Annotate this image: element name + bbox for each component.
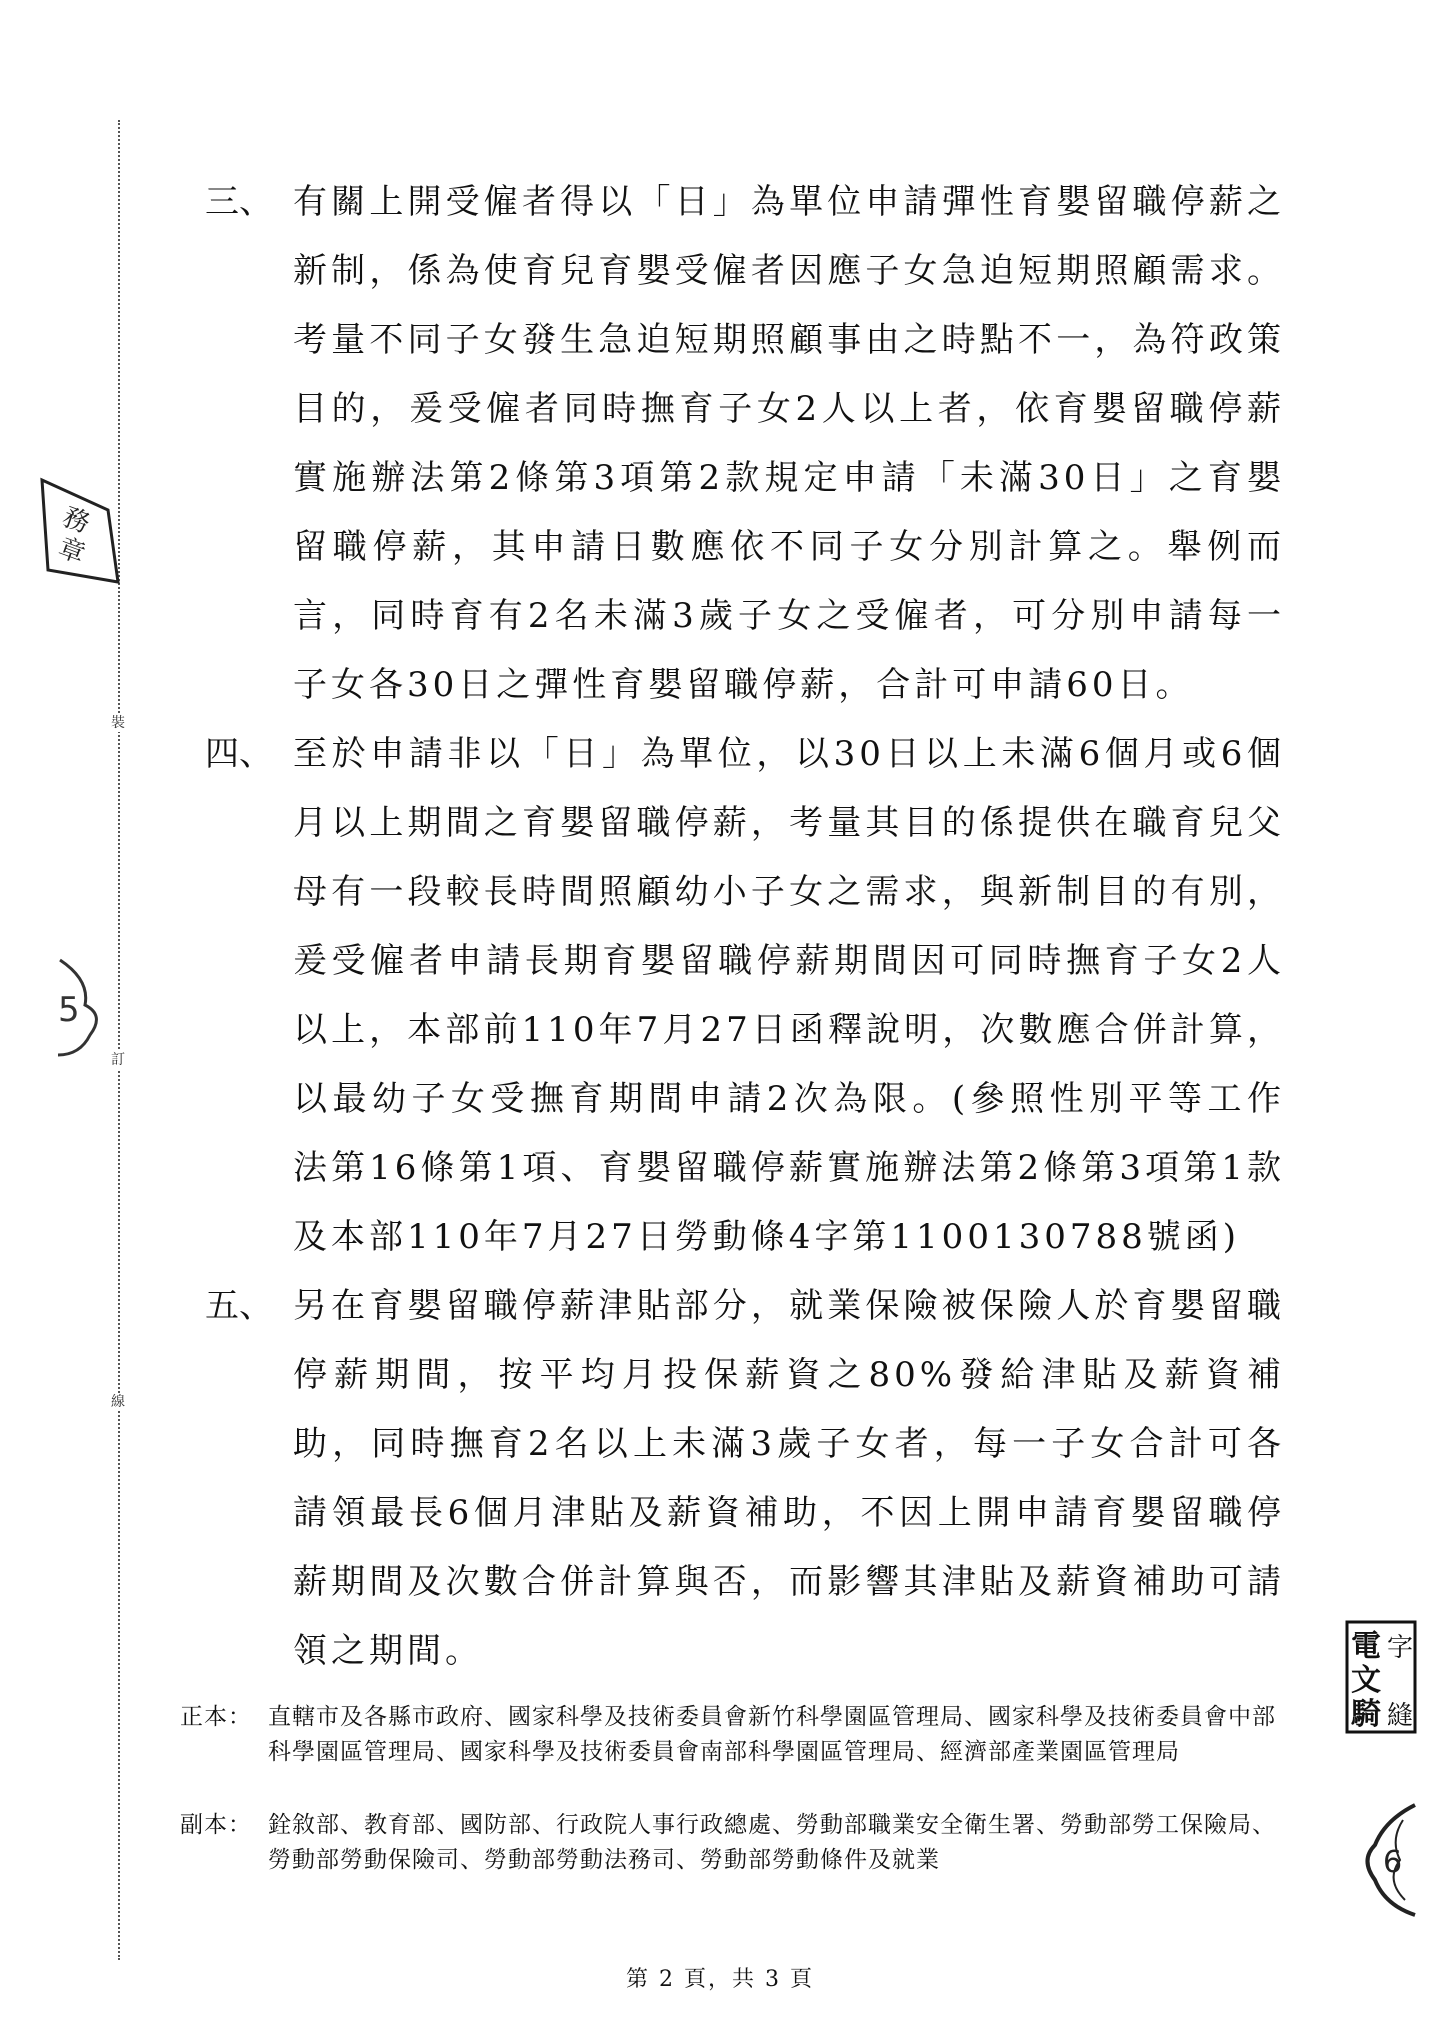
section-3: [205, 168, 1285, 720]
distribution-main: [180, 1700, 1290, 1770]
binding-char-ding: 訂: [111, 1052, 125, 1068]
official-seal-stamp: [38, 470, 124, 590]
section-number: 五、: [205, 1286, 273, 1326]
section-text: 有關上開受僱者得以「日」為單位申請彈性育嬰留職停薪之新制，係為使育兒育嬰受僱者因應子女急迫短期照顧需求。考量不同子女發生急迫短期照顧事由之時點不一，為符政策目的，爰受僱者同時撫育子女2人以上者，依育嬰留職停薪實施辦法第2條第3項第2款規定申請「未滿30日」之育嬰留職停薪，其申請日數應依不同子女分別計算之。舉例而言，同時育有2名未滿3歲子女之受僱者，可分別申請每一子女各30日之彈性育嬰留職停薪，合計可申請60日。: [293, 182, 1285, 705]
svg-text:電: 電: [1351, 1629, 1381, 1664]
svg-text:章: 章: [54, 532, 89, 570]
svg-text:文: 文: [1351, 1663, 1381, 1698]
binding-char-zhuang: 裝: [111, 715, 125, 731]
seam-seal-left: [50, 955, 110, 1060]
copy-recipients-text: 銓敘部、教育部、國防部、行政院人事行政總處、勞動部職業安全衛生署、勞動部勞工保險局、勞動部勞動保險司、勞動部勞動法務司、勞動部勞動條件及就業: [268, 1812, 1276, 1873]
main-recipients-label: 正本：: [180, 1704, 252, 1730]
seam-seal-right: [1355, 1800, 1425, 1920]
binding-dotted-line: [118, 120, 120, 1960]
svg-text:字: 字: [1387, 1633, 1414, 1663]
document-body: [205, 168, 1285, 1686]
svg-text:騎: 騎: [1351, 1697, 1381, 1732]
section-5: [205, 1272, 1285, 1686]
section-number: 三、: [205, 182, 273, 222]
svg-text:6: 6: [1383, 1845, 1403, 1880]
binding-char-xian: 線: [111, 1394, 125, 1410]
main-recipients-text: 直轄市及各縣市政府、國家科學及技術委員會新竹科學園區管理局、國家科學及技術委員會中部科學園區管理局、國家科學及技術委員會南部科學園區管理局、經濟部產業園區管理局: [268, 1704, 1276, 1765]
copy-recipients-label: 副本：: [180, 1812, 252, 1838]
svg-text:務: 務: [58, 502, 94, 540]
section-number: 四、: [205, 734, 273, 774]
page-number: 第 2 頁，共 3 頁: [626, 1967, 814, 1992]
distribution-copy: [180, 1808, 1290, 1878]
section-text: 另在育嬰留職停薪津貼部分，就業保險被保險人於育嬰留職停薪期間，按平均月投保薪資之80%發給津貼及薪資補助，同時撫育2名以上未滿3歲子女者，每一子女合計可各請領最長6個月津貼及薪資補助，不因上開申請育嬰留職停薪期間及次數合併計算與否，而影響其津貼及薪資補助可請領之期間。: [293, 1286, 1285, 1671]
telegram-seam-stamp: [1345, 1620, 1420, 1735]
svg-text:縫: 縫: [1387, 1701, 1414, 1731]
section-4: [205, 720, 1285, 1272]
svg-text:5: 5: [58, 990, 80, 1030]
section-text: 至於申請非以「日」為單位，以30日以上未滿6個月或6個月以上期間之育嬰留職停薪，考量其目的係提供在職育兒父母有一段較長時間照顧幼小子女之需求，與新制目的有別，爰受僱者申請長期育嬰留職停薪期間因可同時撫育子女2人以上，本部前110年7月27日函釋說明，次數應合併計算，以最幼子女受撫育期間申請2次為限。(參照性別平等工作法第16條第1項、育嬰留職停薪實施辦法第2條第3項第1款及本部110年7月27日勞動條4字第1100130788號函): [293, 734, 1285, 1257]
